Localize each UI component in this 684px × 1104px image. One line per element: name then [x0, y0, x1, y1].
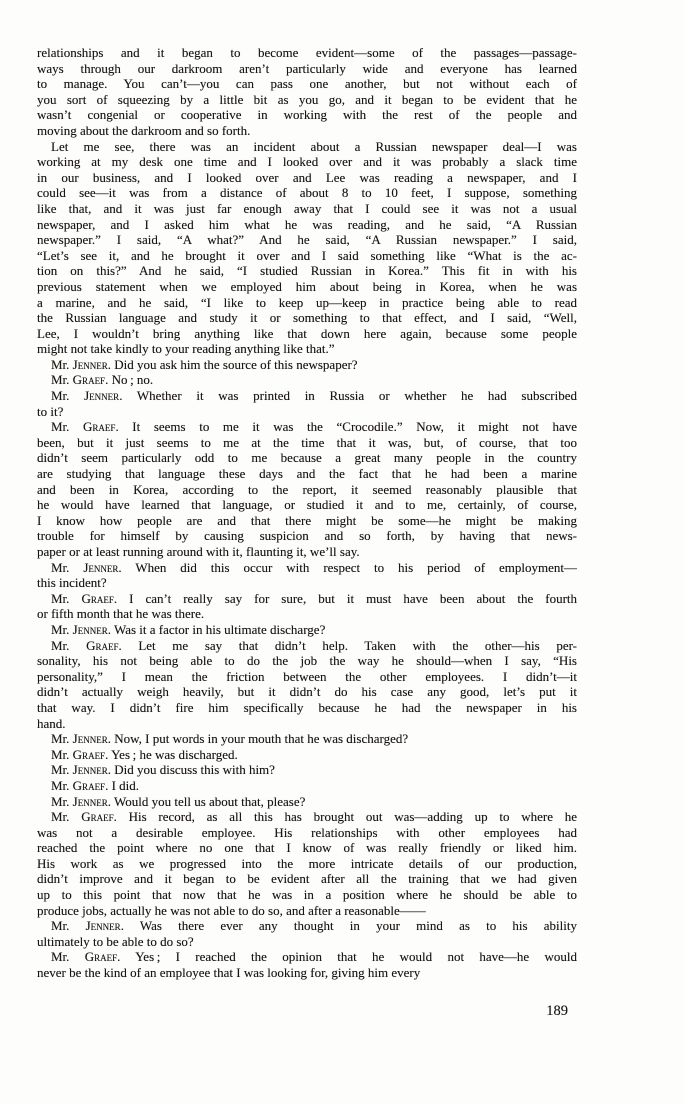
- transcript-text-block: [37, 45, 577, 981]
- text-line: Lee, I wouldn’t bring anything like that down here again, because some people: [37, 325, 577, 341]
- text-line: produce jobs, actually he was not able to do so, and after a reasonable——: [37, 902, 426, 918]
- text-line: paper or at least running around with it, flaunting it, we’ll say.: [37, 544, 360, 559]
- text-line: relationships and it began to become evident—some of the passages—passage-: [37, 45, 577, 60]
- dialogue-paragraph: [37, 762, 577, 778]
- text-line: you sort of squeezing by a little bit as you go, and it began to be evident that he: [37, 91, 577, 107]
- text-line: newspaper, and I asked him what he was reading, and he said, “A Russian: [37, 216, 577, 232]
- text-line: Mr. Graef. Yes ; he was discharged.: [51, 746, 238, 762]
- text-line: and been in Korea, according to the report, it seemed reasonably plausible that: [37, 481, 577, 497]
- speaker-name: Mr. Jenner.: [51, 762, 111, 778]
- text-line: Mr. Graef. I did.: [51, 777, 140, 793]
- text-line: a marine, and he said, “I like to keep up—keep in practice being able to read: [37, 294, 577, 310]
- page-number: 189: [546, 1003, 568, 1019]
- text-line: in our business, and I looked over and Lee was reading a newspaper, and I: [37, 169, 577, 185]
- text-line: moving about the darkroom and so forth.: [37, 122, 251, 138]
- speaker-name: Mr. Jenner.: [51, 731, 111, 747]
- text-line: “Let’s see it, and he brought it over and I said something like “What is the ac-: [37, 247, 577, 263]
- text-line: been, but it just seems to me at the time that it was, but, of course, that too: [37, 434, 577, 450]
- text-line: never be the kind of an employee that I was looking for, giving him every: [37, 965, 421, 981]
- text-line: that way. I didn’t fire him specifically because he had the newspaper in his: [37, 699, 577, 715]
- text-line: Mr. Jenner. Did you discuss this with him?: [51, 762, 275, 778]
- dialogue-paragraph: [37, 357, 577, 373]
- speaker-name: Mr. Jenner.: [51, 388, 123, 404]
- text-line: this incident?: [37, 575, 107, 591]
- dialogue-paragraph: [37, 747, 577, 763]
- text-line: ultimately to be able to do so?: [37, 933, 194, 949]
- speaker-name: Mr. Graef.: [51, 590, 118, 606]
- text-line: up to this point that now that he was in a position where he should be able to: [37, 887, 577, 903]
- text-line: reached the point where no one that I know of was really friendly or liked him.: [37, 840, 577, 856]
- text-line: could see—it was from a distance of about 8 to 10 feet, I suppose, something: [37, 185, 577, 201]
- text-line: Mr. Jenner. Did you ask him the source of this newspaper?: [51, 356, 358, 372]
- text-line: Mr. Jenner. When did this occur with respect to his period of employment—: [51, 559, 577, 575]
- body-paragraph: [37, 45, 577, 139]
- text-line: sonality, his not being able to do the job the way he should—when I say, “His: [37, 653, 577, 669]
- text-line: working at my desk one time and I looked over and it was probably a slack time: [37, 154, 577, 170]
- text-line: previous statement when we employed him about being in Korea, when he was: [37, 278, 577, 294]
- text-line: was not a desirable employee. His relationships with other employees had: [37, 824, 577, 840]
- text-line: Mr. Graef. Yes ; I reached the opinion that he would not have—he would: [51, 949, 577, 965]
- dialogue-paragraph: [37, 388, 577, 419]
- text-line: Mr. Graef. I can’t really say for sure, but it must have been about the fourth: [51, 590, 577, 606]
- dialogue-paragraph: [37, 778, 577, 794]
- speaker-name: Mr. Jenner.: [51, 793, 111, 809]
- text-line: His work as we progressed into the more intricate details of our production,: [37, 855, 577, 871]
- text-line: the Russian language and study it or something to that effect, and I said, “Well,: [37, 310, 577, 326]
- speaker-name: Mr. Graef.: [51, 949, 121, 965]
- text-line: to manage. You can’t—you can pass one another, but not without each of: [37, 76, 577, 92]
- text-line: might not take kindly to your reading anything like that.”: [37, 341, 335, 357]
- text-line: Mr. Graef. Let me say that didn’t help. Taken with the other—his per-: [51, 637, 577, 653]
- dialogue-paragraph: [37, 918, 577, 949]
- dialogue-paragraph: [37, 372, 577, 388]
- text-line: didn’t seem particularly odd to me because a great many people in the country: [37, 450, 577, 466]
- speaker-name: Mr. Graef.: [51, 372, 109, 388]
- dialogue-paragraph: [37, 560, 577, 591]
- dialogue-paragraph: [37, 794, 577, 810]
- dialogue-paragraph: [37, 638, 577, 732]
- speaker-name: Mr. Graef.: [51, 637, 122, 653]
- speaker-name: Mr. Jenner.: [51, 621, 111, 637]
- text-line: Let me see, there was an incident about a Russian newspaper deal—I was: [51, 138, 577, 154]
- text-line: like that, and it was just far enough away that I could see it was not a usual: [37, 200, 577, 216]
- text-line: are studying that language these days and the fact that he had been a marine: [37, 466, 577, 482]
- speaker-name: Mr. Graef.: [51, 746, 109, 762]
- body-paragraph: [37, 139, 577, 357]
- text-line: he would have learned that language, or studied it and to me, certainly, of course,: [37, 497, 577, 513]
- text-line: trouble for himself by causing suspicion and so forth, by having that news-: [37, 528, 577, 544]
- text-line: tion on this?” And he said, “I studied Russian in Korea.” This fit in with his: [37, 263, 577, 279]
- text-line: Mr. Jenner. Was it a factor in his ultimate discharge?: [51, 621, 326, 637]
- dialogue-paragraph: [37, 419, 577, 559]
- text-line: didn’t actually weigh heavily, but it didn’t do his case any good, let’s put it: [37, 684, 577, 700]
- speaker-name: Mr. Jenner.: [51, 356, 111, 372]
- dialogue-paragraph: [37, 622, 577, 638]
- speaker-name: Mr. Jenner.: [51, 918, 124, 934]
- text-line: to it?: [37, 403, 64, 419]
- text-line: Mr. Graef. No ; no.: [51, 372, 154, 388]
- text-line: Mr. Jenner. Would you tell us about that, please?: [51, 793, 306, 809]
- speaker-name: Mr. Graef.: [51, 777, 109, 793]
- speaker-name: Mr. Jenner.: [51, 559, 122, 575]
- text-line: Mr. Jenner. Was there ever any thought in your mind as to his ability: [51, 918, 577, 934]
- text-line: Mr. Jenner. Now, I put words in your mouth that he was discharged?: [51, 731, 409, 747]
- dialogue-paragraph: [37, 731, 577, 747]
- text-line: newspaper.” I said, “A what?” And he said, “A Russian newspaper.” I said,: [37, 232, 577, 248]
- speaker-name: Mr. Graef.: [51, 809, 117, 825]
- dialogue-paragraph: [37, 809, 577, 918]
- dialogue-paragraph: [37, 949, 577, 980]
- text-line: Mr. Graef. His record, as all this has brought out was—adding up to where he: [51, 809, 577, 825]
- text-line: Mr. Jenner. Whether it was printed in Russia or whether he had subscribed: [51, 388, 577, 404]
- text-line: ways through our darkroom aren’t particularly wide and everyone has learned: [37, 60, 577, 76]
- dialogue-paragraph: [37, 591, 577, 622]
- text-line: or fifth month that he was there.: [37, 606, 205, 622]
- text-line: didn’t improve and it began to be evident after all the training that we had given: [37, 871, 577, 887]
- text-line: hand.: [37, 715, 66, 731]
- text-line: wasn’t congenial or cooperative in working with the rest of the people and: [37, 107, 577, 123]
- speaker-name: Mr. Graef.: [51, 419, 119, 435]
- text-line: personality,” I mean the friction between the other employees. I didn’t—it: [37, 668, 577, 684]
- text-line: Mr. Graef. It seems to me it was the “Crocodile.” Now, it might not have: [51, 419, 577, 435]
- text-line: I know how people are and that there might be some—he might be making: [37, 512, 577, 528]
